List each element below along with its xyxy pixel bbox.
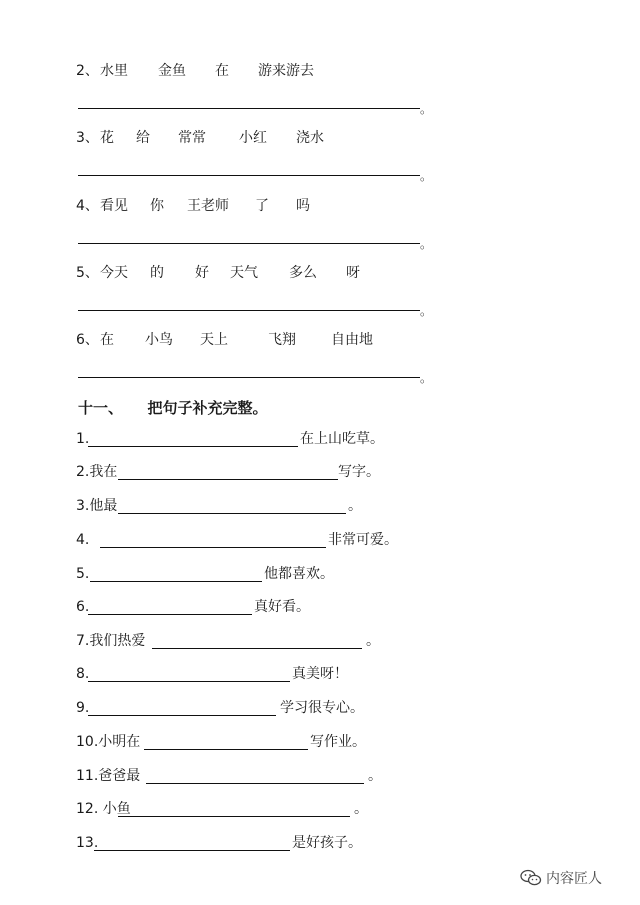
item-prefix: 13. [76, 835, 99, 851]
word-chip: 了 [255, 198, 269, 214]
word-chip: 自由地 [331, 332, 373, 348]
item-suffix: 他都喜欢。 [264, 566, 334, 582]
item-prefix: 7.我们热爱 [76, 633, 146, 649]
end-period: 。 [420, 237, 433, 251]
answer-line[interactable] [78, 108, 420, 109]
word-chip: 浇水 [296, 130, 324, 146]
question-number: 2、 [76, 63, 99, 79]
blank-line[interactable] [118, 513, 346, 514]
word-chip: 给 [136, 130, 150, 146]
blank-line[interactable] [88, 446, 298, 447]
blank-line[interactable] [94, 850, 290, 851]
item-suffix: 。 [348, 498, 362, 514]
word-chip: 呀 [346, 265, 360, 281]
answer-line[interactable] [78, 377, 420, 378]
item-prefix: 2.我在 [76, 464, 118, 480]
section-heading [78, 398, 268, 418]
word-chip: 好 [195, 265, 209, 281]
watermark [520, 866, 602, 890]
item-suffix: 。 [368, 768, 382, 784]
end-period: 。 [420, 169, 433, 183]
word-chip: 常常 [178, 130, 206, 146]
word-chip: 天上 [200, 332, 228, 348]
word-chip: 小红 [239, 130, 267, 146]
item-prefix: 8. [76, 666, 90, 682]
word-chip: 花 [100, 130, 114, 146]
item-prefix: 3.他最 [76, 498, 118, 514]
word-chip: 游来游去 [258, 63, 314, 79]
item-prefix: 6. [76, 599, 90, 615]
blank-line[interactable] [90, 581, 262, 582]
item-suffix: 非常可爱。 [328, 532, 398, 548]
word-chip: 金鱼 [158, 63, 186, 79]
word-chip: 在 [215, 63, 229, 79]
item-suffix: 是好孩子。 [292, 835, 362, 851]
item-suffix: 。 [366, 633, 380, 649]
section-title: 把句子补充完整。 [147, 399, 268, 417]
answer-line[interactable] [78, 175, 420, 176]
blank-line[interactable] [144, 749, 308, 750]
word-chip: 的 [150, 265, 164, 281]
item-prefix: 1. [76, 431, 90, 447]
word-chip: 多么 [289, 265, 317, 281]
blank-line[interactable] [152, 648, 362, 649]
blank-line[interactable] [146, 783, 364, 784]
end-period: 。 [420, 304, 433, 318]
watermark-text: 内容匠人 [546, 871, 602, 887]
item-suffix: 学习很专心。 [280, 700, 364, 716]
word-chip: 吗 [296, 198, 310, 214]
question-number: 6、 [76, 332, 99, 348]
item-suffix: 写字。 [338, 464, 380, 480]
question-number: 5、 [76, 265, 99, 281]
item-prefix: 9. [76, 700, 90, 716]
blank-line[interactable] [88, 614, 252, 615]
section-number: 十一、 [78, 399, 124, 417]
word-chip: 在 [100, 332, 114, 348]
blank-line[interactable] [118, 479, 338, 480]
wechat-icon [520, 869, 542, 887]
end-period: 。 [420, 102, 433, 116]
item-prefix: 10.小明在 [76, 734, 141, 750]
item-suffix: 真好看。 [254, 599, 310, 615]
word-chip: 小鸟 [145, 332, 173, 348]
blank-line[interactable] [88, 681, 290, 682]
item-suffix: 。 [354, 801, 368, 817]
word-chip: 今天 [100, 265, 128, 281]
word-chip: 水里 [100, 63, 128, 79]
item-prefix: 4. [76, 532, 90, 548]
blank-line[interactable] [100, 547, 326, 548]
item-suffix: 真美呀！ [292, 666, 348, 682]
answer-line[interactable] [78, 243, 420, 244]
word-chip: 天气 [230, 265, 258, 281]
item-prefix: 12. 小鱼 [76, 801, 131, 817]
item-prefix: 11.爸爸最 [76, 768, 141, 784]
word-chip: 飞翔 [268, 332, 296, 348]
word-chip: 你 [150, 198, 164, 214]
end-period: 。 [420, 371, 433, 385]
question-number: 3、 [76, 130, 99, 146]
answer-line[interactable] [78, 310, 420, 311]
word-chip: 王老师 [187, 198, 229, 214]
item-suffix: 写作业。 [310, 734, 366, 750]
word-chip: 看见 [100, 198, 128, 214]
question-number: 4、 [76, 198, 99, 214]
blank-line[interactable] [88, 715, 276, 716]
item-prefix: 5. [76, 566, 90, 582]
blank-line[interactable] [118, 816, 350, 817]
item-suffix: 在上山吃草。 [300, 431, 384, 447]
